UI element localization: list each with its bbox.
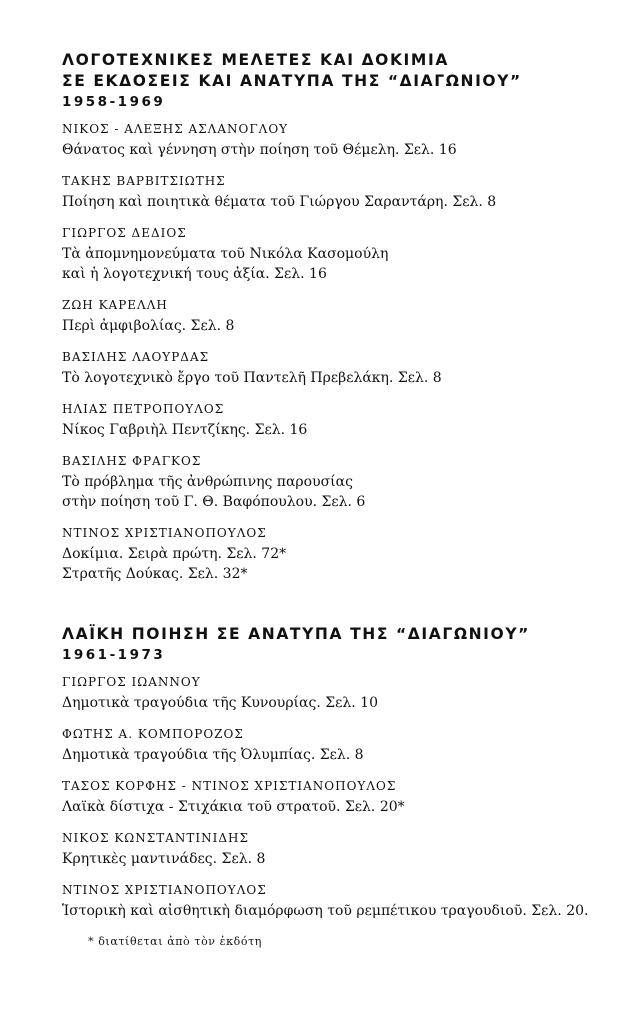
section-years: 1961-1973 <box>62 647 166 663</box>
list-item <box>62 525 622 584</box>
entry-work: Περὶ ἀμφιβολίας. Σελ. 8 <box>62 318 235 334</box>
entry-work: καὶ ἡ λογοτεχνική τους ἀξία. Σελ. 16 <box>62 266 327 282</box>
entry-author: ΝΤΙΝΟΣ ΧΡΙΣΤΙΑΝΟΠΟΥΛΟΣ <box>62 883 267 897</box>
entry-work: στὴν ποίηση τοῦ Γ. Θ. Βαφόπουλου. Σελ. 6 <box>62 494 366 510</box>
list-item <box>62 674 622 713</box>
list-item <box>62 297 622 336</box>
entry-author: ΝΙΚΟΣ - ΑΛΕΞΗΣ ΑΣΛΑΝΟΓΛΟΥ <box>62 122 289 136</box>
footnote: * διατίθεται ἀπὸ τὸν ἐκδότη <box>88 935 262 948</box>
entry-work: Θάνατος καὶ γέννηση στὴν ποίηση τοῦ Θέμελη. Σελ. 16 <box>62 142 457 158</box>
entry-author: ΤΑΚΗΣ ΒΑΡΒΙΤΣΙΩΤΗΣ <box>62 174 226 188</box>
entry-author: ΖΩΗ ΚΑΡΕΛΛΗ <box>62 298 168 312</box>
entry-work: Κρητικὲς μαντινάδες. Σελ. 8 <box>62 851 266 867</box>
list-item <box>62 882 622 921</box>
entry-work: Στρατῆς Δούκας. Σελ. 32* <box>62 566 248 582</box>
entry-work: Λαϊκὰ δίστιχα - Στιχάκια τοῦ στρατοῦ. Σελ. 20* <box>62 799 405 815</box>
list-item <box>62 830 622 869</box>
entry-work: Ἱστορικὴ καὶ αἰσθητικὴ διαμόρφωση τοῦ ρεμπέτικου τραγουδιοῦ. Σελ. 20. <box>62 903 589 919</box>
section-title-line: ΛΟΓΟΤΕΧΝΙΚΕΣ ΜΕΛΕΤΕΣ ΚΑΙ ΔΟΚΙΜΙΑ <box>62 51 449 69</box>
entry-work: Τὰ ἀπομνημονεύματα τοῦ Νικόλα Κασομούλη <box>62 246 389 262</box>
entry-work: Δημοτικὰ τραγούδια τῆς Κυνουρίας. Σελ. 10 <box>62 695 378 711</box>
section-folk-poetry <box>62 624 622 921</box>
entry-work: Τὸ λογοτεχνικὸ ἔργο τοῦ Παντελῆ Πρεβελάκη. Σελ. 8 <box>62 370 442 386</box>
list-item <box>62 225 622 284</box>
list-item <box>62 401 622 440</box>
section-title-line: ΛΑΪΚΗ ΠΟΙΗΣΗ ΣΕ ΑΝΑΤΥΠΑ ΤΗΣ “ΔΙΑΓΩΝΙΟΥ” <box>62 625 530 643</box>
section-title-line: ΣΕ ΕΚΔΟΣΕΙΣ ΚΑΙ ΑΝΑΤΥΠΑ ΤΗΣ “ΔΙΑΓΩΝΙΟΥ” <box>62 72 522 90</box>
list-item <box>62 173 622 212</box>
list-item <box>62 726 622 765</box>
entry-work: Δημοτικὰ τραγούδια τῆς Ὀλυμπίας. Σελ. 8 <box>62 747 364 763</box>
entry-author: ΝΙΚΟΣ ΚΩΝΣΤΑΝΤΙΝΙΔΗΣ <box>62 831 250 845</box>
list-item <box>62 778 622 817</box>
entry-work: Τὸ πρόβλημα τῆς ἀνθρώπινης παρουσίας <box>62 474 353 490</box>
entry-author: ΗΛΙΑΣ ΠΕΤΡΟΠΟΥΛΟΣ <box>62 402 225 416</box>
entry-author: ΤΑΣΟΣ ΚΟΡΦΗΣ - ΝΤΙΝΟΣ ΧΡΙΣΤΙΑΝΟΠΟΥΛΟΣ <box>62 779 397 793</box>
entry-author: ΓΙΩΡΓΟΣ ΔΕΔΙΟΣ <box>62 226 187 240</box>
entry-work: Ποίηση καὶ ποιητικὰ θέματα τοῦ Γιώργου Σαραντάρη. Σελ. 8 <box>62 194 497 210</box>
section-literary-studies <box>62 50 622 584</box>
entry-work: Δοκίμια. Σειρὰ πρώτη. Σελ. 72* <box>62 546 287 562</box>
list-item <box>62 453 622 512</box>
entry-author: ΒΑΣΙΛΗΣ ΛΑΟΥΡΔΑΣ <box>62 350 210 364</box>
entry-author: ΦΩΤΗΣ Α. ΚΟΜΠΟΡΟΖΟΣ <box>62 727 244 741</box>
entry-author: ΓΙΩΡΓΟΣ ΙΩΑΝΝΟΥ <box>62 675 201 689</box>
list-item <box>62 349 622 388</box>
entry-author: ΒΑΣΙΛΗΣ ΦΡΑΓΚΟΣ <box>62 454 202 468</box>
entry-work: Νίκος Γαβριὴλ Πεντζίκης. Σελ. 16 <box>62 422 308 438</box>
list-item <box>62 121 622 160</box>
section-years: 1958-1969 <box>62 94 166 110</box>
page <box>62 50 622 948</box>
entry-author: ΝΤΙΝΟΣ ΧΡΙΣΤΙΑΝΟΠΟΥΛΟΣ <box>62 526 267 540</box>
